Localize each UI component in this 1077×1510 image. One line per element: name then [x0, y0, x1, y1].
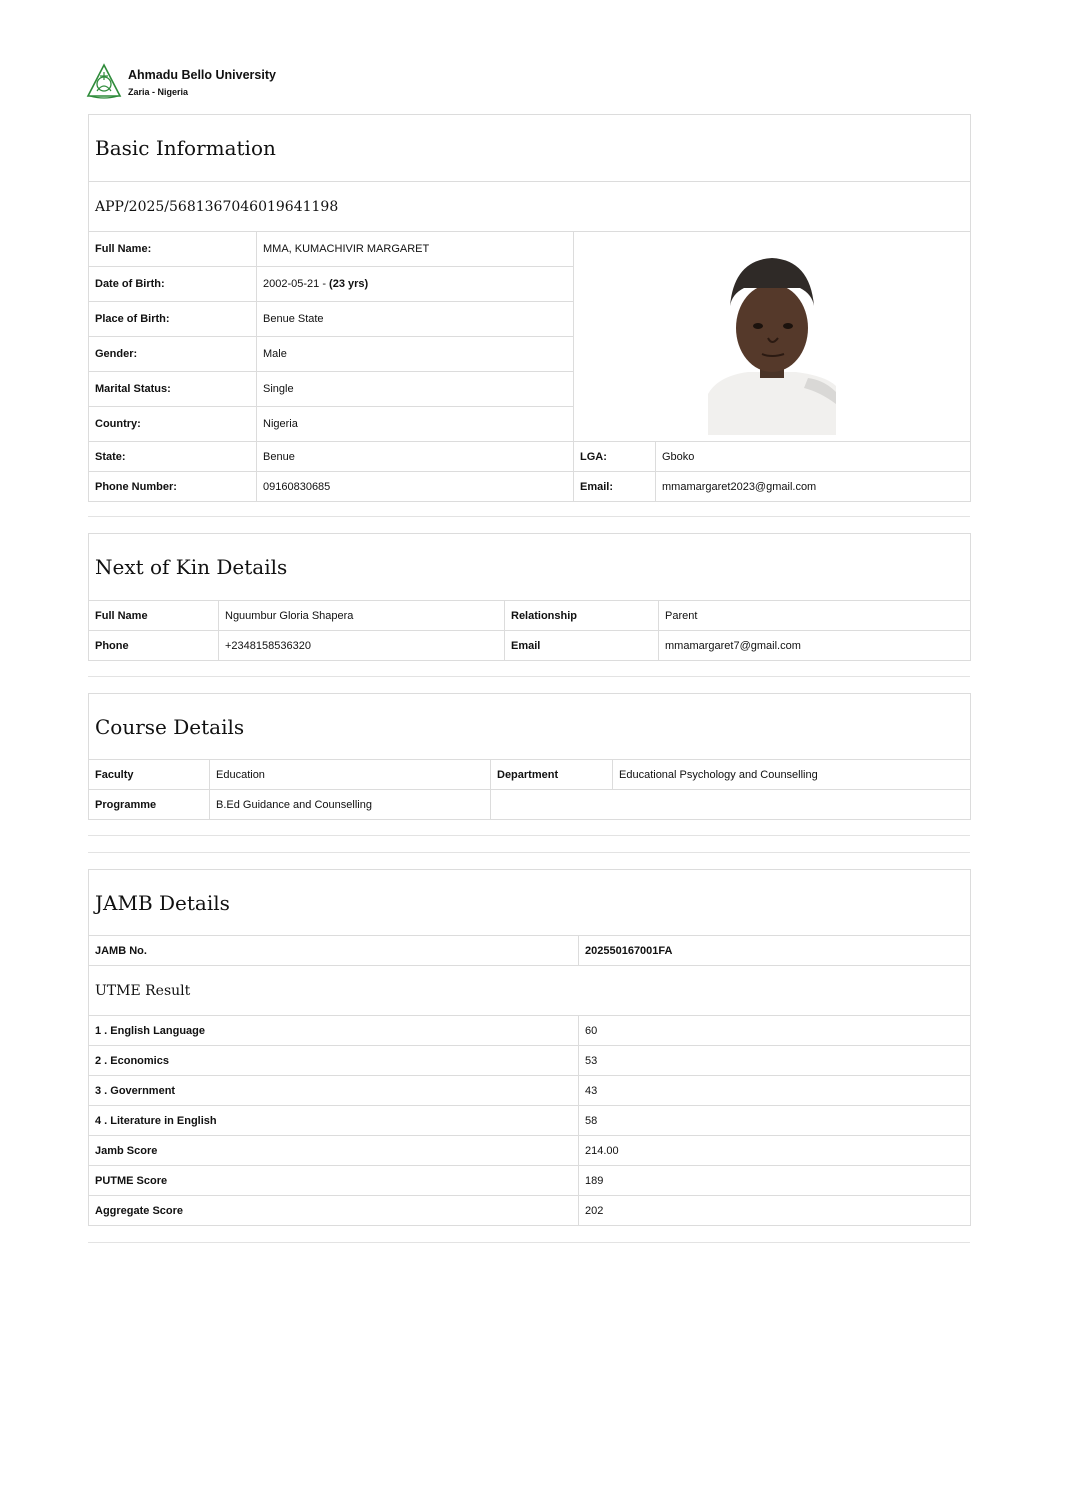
lga-label: LGA:	[574, 442, 656, 472]
section-title: Basic Information	[89, 115, 971, 182]
kin-email-value: mmamargaret7@gmail.com	[659, 631, 971, 661]
subject-score: 53	[579, 1046, 971, 1076]
country-label: Country:	[89, 407, 257, 442]
state-value: Benue	[257, 442, 574, 472]
subject-score: 43	[579, 1076, 971, 1106]
kin-name-label: Full Name	[89, 601, 219, 631]
gender-value: Male	[257, 337, 574, 372]
gender-label: Gender:	[89, 337, 257, 372]
email-label: Email:	[574, 472, 656, 502]
kin-phone-label: Phone	[89, 631, 219, 661]
lga-value: Gboko	[656, 442, 971, 472]
programme-label: Programme	[89, 790, 210, 820]
divider	[88, 516, 970, 517]
passport-photo-cell	[574, 232, 971, 442]
jamb-no-label: JAMB No.	[89, 936, 579, 966]
kin-relationship-label: Relationship	[505, 601, 659, 631]
subject-label: 4 . Literature in English	[89, 1106, 579, 1136]
kin-phone-value: +2348158536320	[219, 631, 505, 661]
marital-status-label: Marital Status:	[89, 372, 257, 407]
dob-date: 2002-05-21 -	[263, 278, 330, 290]
putme-score-label: PUTME Score	[89, 1166, 579, 1196]
course-details-panel	[88, 693, 970, 820]
faculty-value: Education	[210, 760, 491, 790]
university-logo-icon	[86, 63, 122, 99]
marital-status-value: Single	[257, 372, 574, 407]
jamb-details-panel	[88, 869, 970, 1226]
country-value: Nigeria	[257, 407, 574, 442]
pob-value: Benue State	[257, 302, 574, 337]
department-value: Educational Psychology and Counselling	[613, 760, 971, 790]
kin-name-value: Nguumbur Gloria Shapera	[219, 601, 505, 631]
section-title: Next of Kin Details	[89, 534, 971, 601]
basic-information-panel	[88, 114, 970, 502]
jamb-score-value: 214.00	[579, 1136, 971, 1166]
section-title: JAMB Details	[89, 870, 971, 936]
faculty-label: Faculty	[89, 760, 210, 790]
phone-label: Phone Number:	[89, 472, 257, 502]
kin-relationship-value: Parent	[659, 601, 971, 631]
divider	[88, 835, 970, 836]
pob-label: Place of Birth:	[89, 302, 257, 337]
utme-result-title: UTME Result	[89, 966, 971, 1016]
full-name-value: MMA, KUMACHIVIR MARGARET	[257, 232, 574, 267]
jamb-score-label: Jamb Score	[89, 1136, 579, 1166]
section-title: Course Details	[89, 694, 971, 760]
university-name: Ahmadu Bello University	[128, 68, 276, 82]
divider	[88, 676, 970, 677]
subject-label: 2 . Economics	[89, 1046, 579, 1076]
putme-score-value: 189	[579, 1166, 971, 1196]
dob-label: Date of Birth:	[89, 267, 257, 302]
subject-label: 3 . Government	[89, 1076, 579, 1106]
person-photo-icon	[708, 254, 836, 435]
divider	[88, 1242, 970, 1243]
application-number: APP/2025/5681367046019641198	[89, 182, 971, 232]
programme-value: B.Ed Guidance and Counselling	[210, 790, 491, 820]
full-name-label: Full Name:	[89, 232, 257, 267]
aggregate-score-label: Aggregate Score	[89, 1196, 579, 1226]
subject-score: 60	[579, 1016, 971, 1046]
kin-email-label: Email	[505, 631, 659, 661]
next-of-kin-panel	[88, 533, 970, 661]
department-label: Department	[491, 760, 613, 790]
state-label: State:	[89, 442, 257, 472]
subject-label: 1 . English Language	[89, 1016, 579, 1046]
dob-value	[257, 267, 574, 302]
divider	[88, 852, 970, 853]
letterhead	[86, 63, 486, 99]
university-location: Zaria - Nigeria	[128, 87, 189, 97]
age-value: (23 yrs)	[329, 278, 369, 290]
subject-score: 58	[579, 1106, 971, 1136]
phone-value: 09160830685	[257, 472, 574, 502]
empty-cell	[491, 790, 971, 820]
email-value: mmamargaret2023@gmail.com	[656, 472, 971, 502]
passport-photo	[708, 254, 836, 435]
aggregate-score-value: 202	[579, 1196, 971, 1226]
jamb-no-value: 202550167001FA	[579, 936, 971, 966]
